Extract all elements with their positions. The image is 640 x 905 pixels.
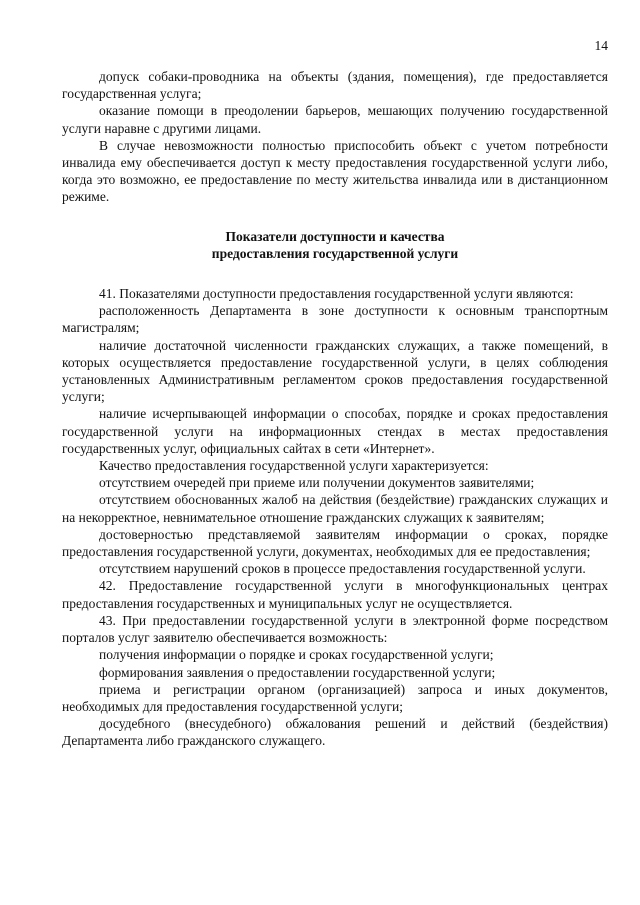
paragraph: формирования заявления о предоставлении государственной услуги; [99, 664, 496, 680]
document-body [62, 68, 608, 750]
paragraph: 41. Показателями доступности предоставления государственной услуги являются: [99, 286, 574, 302]
section-heading-line: предоставления государственной услуги [211, 245, 459, 261]
paragraph: досудебного (внесудебного) обжалования решений и действий (бездействия) Департамента либо гражданского служащего. [62, 716, 608, 749]
paragraph: Качество предоставления государственной услуги характеризуется: [99, 458, 489, 474]
paragraph: наличие исчерпывающей информации о способах, порядке и сроках предоставления государственной услуги на информационных стендах в местах предоставления государственных услуг, официальных сайтах в сети «Интернет». [62, 406, 608, 456]
paragraph: В случае невозможности полностью приспособить объект с учетом потребности инвалида ему обеспечивается доступ к месту предоставления государственной услуги либо, когда это возможно, ее предоставление по месту жительства инвалида или в дистанционном режиме. [62, 137, 608, 205]
paragraph: наличие достаточной численности гражданских служащих, а также помещений, в которых осуществляется предоставление государственной услуги, в целях соблюдения установленных Административным регламентом сроков предоставления государственной услуги; [62, 337, 608, 405]
paragraph: получения информации о порядке и сроках государственной услуги; [99, 647, 494, 663]
paragraph: приема и регистрации органом (организацией) запроса и иных документов, необходимых для предоставления государственной услуги; [62, 681, 608, 714]
paragraph: оказание помощи в преодолении барьеров, мешающих получению государственной услуги наравне с другими лицами. [62, 103, 608, 136]
paragraph: отсутствием очередей при приеме или получении документов заявителями; [99, 475, 535, 491]
paragraph: отсутствием обоснованных жалоб на действия (бездействие) гражданских служащих и на некорректное, невнимательное отношение гражданских служащих к заявителям; [62, 492, 608, 525]
paragraph: допуск собаки-проводника на объекты (здания, помещения), где предоставляется государственная услуга; [62, 69, 608, 102]
paragraph: 42. Предоставление государственной услуги в многофункциональных центрах предоставления государственных и муниципальных услуг не осуществляется. [62, 578, 608, 611]
section-heading-line: Показатели доступности и качества [225, 228, 445, 244]
paragraph: достоверностью представляемой заявителям информации о сроках, порядке предоставления государственной услуги, документах, необходимых для ее предоставления; [62, 526, 608, 560]
paragraph: 43. При предоставлении государственной услуги в электронной форме посредством порталов услуг заявителю обеспечивается возможность: [62, 612, 608, 646]
paragraph: отсутствием нарушений сроков в процессе предоставления государственной услуги. [99, 561, 586, 577]
paragraph: расположенность Департамента в зоне доступности к основным транспортным магистралям; [62, 303, 608, 336]
section-heading [62, 228, 608, 262]
page-number: 14 [594, 38, 608, 53]
